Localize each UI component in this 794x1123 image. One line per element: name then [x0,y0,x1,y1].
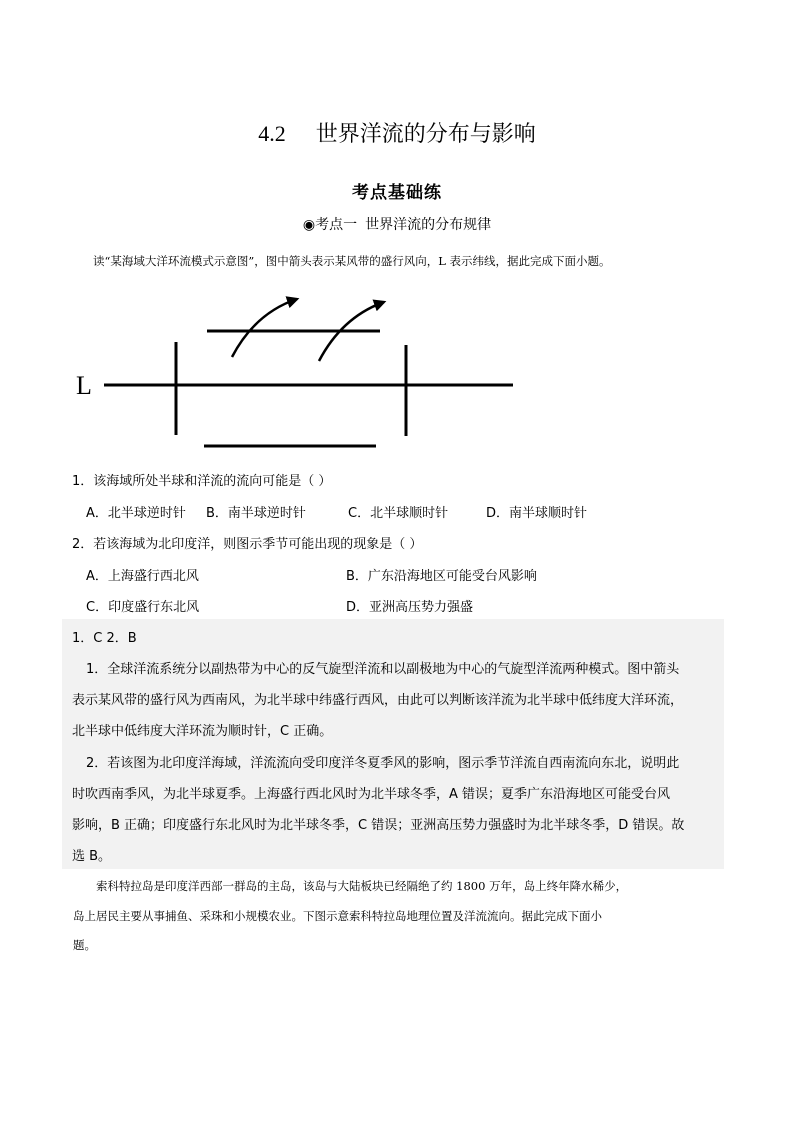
title-text: 世界洋流的分布与影响 [315,122,536,147]
q1-option-b: B．南半球逆时针 [206,506,306,521]
title-number: 4.2 [258,121,286,146]
explanation-line: 北半球中低纬度大洋环流为顺时针，C 正确。 [72,724,333,739]
ocean-circulation-diagram [0,280,540,450]
page-title [0,117,794,148]
latitude-label: L [76,371,92,400]
q1-option-d: D．南半球顺时针 [486,506,588,521]
q1-option-c: C．北半球顺时针 [348,506,449,521]
intro-paragraph-2-line: 岛上居民主要从事捕鱼、采珠和小规模农业。下图示意索科特拉岛地理位置及洋流流向。据此完成下面小 [73,909,602,923]
q2-option-b: B．广东沿海地区可能受台风影响 [346,569,537,584]
explanation-line: 时吹西南季风，为北半球夏季。上海盛行西北风时为北半球冬季，A 错误；夏季广东沿海地区可能受台风 [72,787,671,802]
topic-marker-icon: ◉ [302,217,316,233]
explanation-line: 1．全球洋流系统分以副热带为中心的反气旋型洋流和以副极地为中心的气旋型洋流两种模式。图中箭头 [86,662,680,677]
intro-paragraph-1: 读“某海域大洋环流模式示意图”，图中箭头表示某风带的盛行风向，L 表示纬线，据此完成下面小题。 [93,254,611,268]
explanation-line: 表示某风带的盛行风为西南风，为北半球中纬盛行西风，由此可以判断该洋流为北半球中低纬度大洋环流， [72,693,684,708]
q1-option-a: A．北半球逆时针 [86,506,186,521]
question-1-stem: 1．该海域所处半球和洋流的流向可能是（ ） [72,474,332,489]
section-subtitle: 考点基础练 [352,183,442,203]
explanation-line: 影响，B 正确；印度盛行东北风时为北半球冬季，C 错误；亚洲高压势力强盛时为北半球冬季，D 错误。故 [72,818,685,833]
q2-option-a: A．上海盛行西北风 [86,569,199,584]
explanation-line: 选 B。 [72,849,112,864]
explanation-line: 2．若该图为北印度洋海域，洋流流向受印度洋冬夏季风的影响，图示季节洋流自西南流向东北，说明此 [86,756,680,771]
answer-key: 1．C 2．B [72,631,137,646]
q2-option-d: D．亚洲高压势力强盛 [346,600,474,615]
question-2-stem: 2．若该海域为北印度洋，则图示季节可能出现的现象是（ ） [72,537,423,552]
wind-arrow-1 [232,299,297,357]
topic-label: 考点一 [315,217,358,233]
intro-paragraph-2-line: 题。 [73,938,96,952]
topic-heading [0,214,794,234]
topic-title: 世界洋流的分布规律 [365,217,492,233]
intro-paragraph-2-line: 索科特拉岛是印度洋西部一群岛的主岛，该岛与大陆板块已经隔绝了约 1800 万年，岛上终年降水稀少， [96,879,628,893]
q2-option-c: C．印度盛行东北风 [86,600,200,615]
